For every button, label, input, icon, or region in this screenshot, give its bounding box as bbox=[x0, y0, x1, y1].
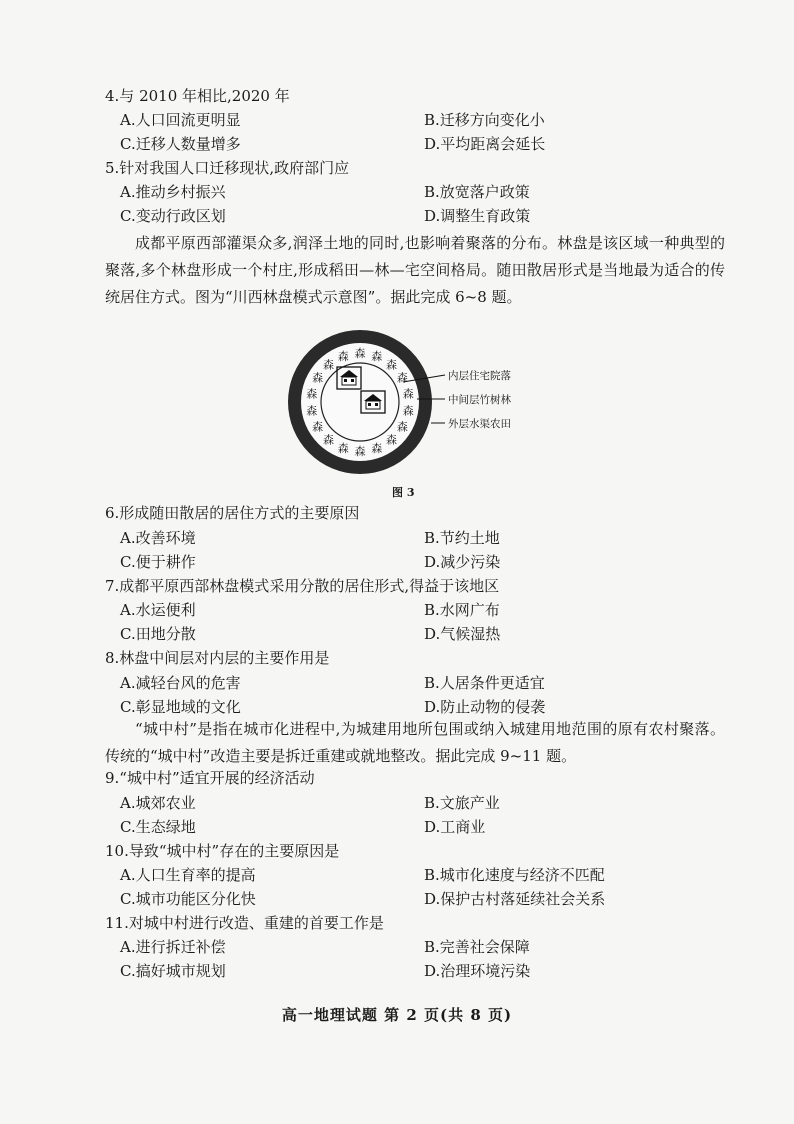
label-inner-layer: 内层住宅院落 bbox=[448, 370, 511, 382]
q9-option-a: A.城郊农业 bbox=[120, 794, 196, 812]
q9-option-b: B.文旅产业 bbox=[424, 794, 500, 812]
tree-icon: 森 bbox=[396, 371, 408, 385]
q7-option-b: B.水网广布 bbox=[424, 601, 500, 619]
q8-option-b: B.人居条件更适宜 bbox=[424, 674, 545, 692]
q10-option-a: A.人口生育率的提高 bbox=[120, 866, 256, 884]
q4-option-a: A.人口回流更明显 bbox=[120, 111, 241, 129]
tree-icon: 森 bbox=[396, 420, 408, 434]
q7-option-d: D.气候湿热 bbox=[424, 625, 501, 643]
q5-stem: 5.针对我国人口迁移现状,政府部门应 bbox=[105, 159, 350, 177]
tree-icon: 森 bbox=[354, 347, 366, 360]
figure-caption: 图 3 bbox=[392, 486, 415, 499]
inner-courtyard-circle bbox=[321, 363, 399, 441]
q4-stem: 4.与 2010 年相比,2020 年 bbox=[105, 87, 290, 105]
tree-icon: 森 bbox=[306, 404, 318, 418]
q4-option-b: B.迁移方向变化小 bbox=[424, 111, 545, 129]
q8-option-c: C.彰显地域的文化 bbox=[120, 698, 241, 716]
tree-icon: 森 bbox=[323, 358, 334, 372]
q10-option-d: D.保护古村落延续社会关系 bbox=[424, 890, 606, 908]
q11-option-c: C.搞好城市规划 bbox=[120, 962, 226, 980]
q6-option-c: C.便于耕作 bbox=[120, 553, 196, 571]
passage-urban-village: “城中村”是指在城市化进程中,为城建用地所包围或纳入城建用地范围的原有农村聚落。传统的“城中村”改造主要是拆迁重建或就地整改。据此完成 9~11 题。 bbox=[105, 720, 725, 765]
q8-option-d: D.防止动物的侵袭 bbox=[424, 698, 546, 716]
q5-option-a: A.推动乡村振兴 bbox=[120, 183, 226, 201]
tree-icon: 森 bbox=[386, 433, 397, 447]
q9-stem: 9.“城中村”适宜开展的经济活动 bbox=[105, 769, 315, 787]
q9-option-c: C.生态绿地 bbox=[120, 818, 196, 836]
q5-option-b: B.放宽落户政策 bbox=[424, 183, 530, 201]
passage-linpan: 成都平原西部灌渠众多,润泽土地的同时,也影响着聚落的分布。林盘是该区域一种典型的聚落,多个林盘形成一个村庄,形成稻田—林—宅空间格局。随田散居形式是当地最为适合的传统居住方式。图为“川西林盘模式示意图”。据此完成 6~8 题。 bbox=[105, 234, 725, 306]
q7-stem: 7.成都平原西部林盘模式采用分散的居住形式,得益于该地区 bbox=[105, 577, 500, 595]
q5-option-d: D.调整生育政策 bbox=[424, 207, 531, 225]
q4-option-d: D.平均距离会延长 bbox=[424, 135, 546, 153]
label-middle-layer: 中间层竹树林 bbox=[448, 394, 511, 406]
tree-icon: 森 bbox=[312, 371, 324, 385]
tree-icon: 森 bbox=[402, 387, 414, 401]
linpan-diagram bbox=[285, 327, 545, 477]
q11-option-a: A.进行拆迁补偿 bbox=[120, 938, 226, 956]
tree-icon: 森 bbox=[354, 445, 366, 458]
tree-icon: 森 bbox=[402, 404, 414, 418]
q7-option-a: A.水运便利 bbox=[120, 601, 196, 619]
q6-option-d: D.减少污染 bbox=[424, 553, 501, 571]
q8-option-a: A.减轻台风的危害 bbox=[120, 674, 241, 692]
tree-icon: 森 bbox=[337, 442, 349, 455]
q11-option-d: D.治理环境污染 bbox=[424, 962, 531, 980]
tree-icon: 森 bbox=[371, 350, 383, 363]
tree-icon: 森 bbox=[323, 433, 334, 447]
tree-icon: 森 bbox=[386, 358, 397, 372]
label-outer-layer: 外层水渠农田 bbox=[448, 418, 511, 430]
tree-icon: 森 bbox=[371, 442, 383, 455]
q10-stem: 10.导致“城中村”存在的主要原因是 bbox=[105, 842, 340, 860]
q10-option-c: C.城市功能区分化快 bbox=[120, 890, 256, 908]
q6-option-a: A.改善环境 bbox=[120, 529, 196, 547]
q5-option-c: C.变动行政区划 bbox=[120, 207, 226, 225]
q11-stem: 11.对城中村进行改造、重建的首要工作是 bbox=[105, 914, 384, 932]
q9-option-d: D.工商业 bbox=[424, 818, 486, 836]
q4-option-c: C.迁移人数量增多 bbox=[120, 135, 241, 153]
q10-option-b: B.城市化速度与经济不匹配 bbox=[424, 866, 605, 884]
q7-option-c: C.田地分散 bbox=[120, 625, 196, 643]
tree-icon: 森 bbox=[306, 387, 318, 401]
tree-icon: 森 bbox=[337, 350, 349, 363]
q8-stem: 8.林盘中间层对内层的主要作用是 bbox=[105, 649, 330, 667]
q6-option-b: B.节约土地 bbox=[424, 529, 500, 547]
q11-option-b: B.完善社会保障 bbox=[424, 938, 530, 956]
q6-stem: 6.形成随田散居的居住方式的主要原因 bbox=[105, 504, 360, 522]
page-footer: 高一地理试题 第 2 页(共 8 页) bbox=[281, 1006, 513, 1024]
tree-icon: 森 bbox=[312, 420, 324, 434]
